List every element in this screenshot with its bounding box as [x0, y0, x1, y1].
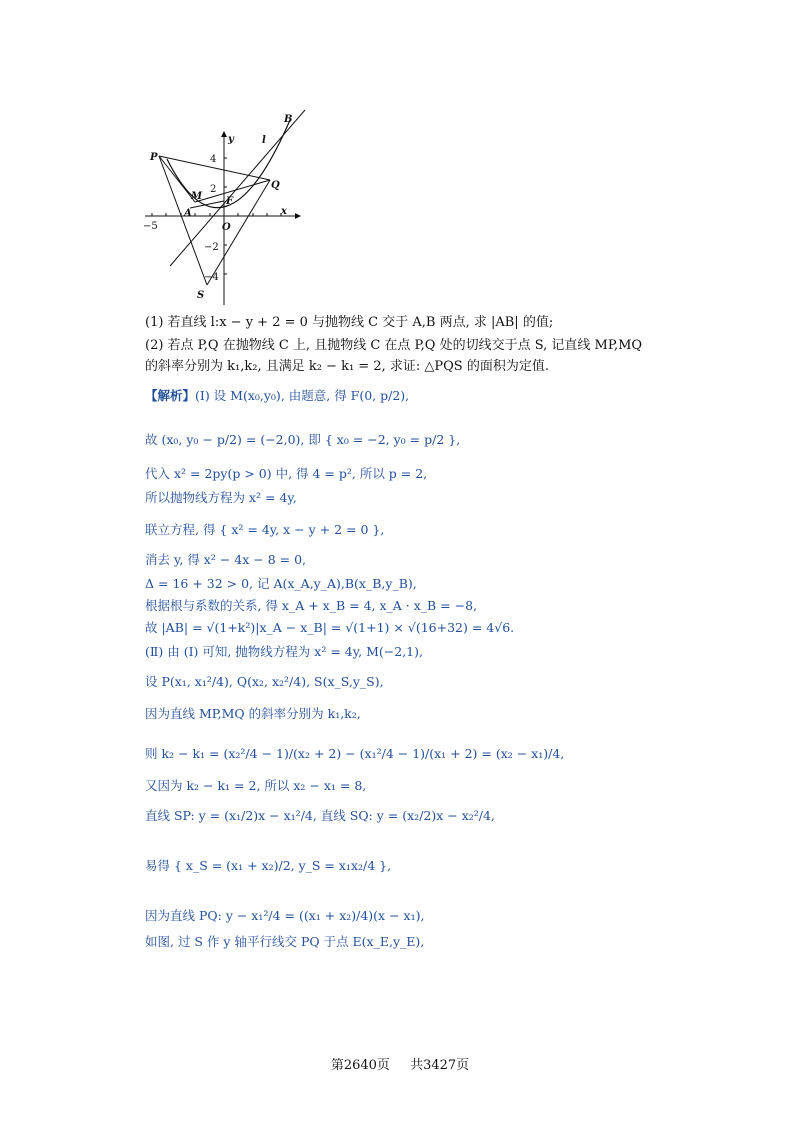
problem-part-2-line-1: (2) 若点 P,Q 在抛物线 C 上, 且抛物线 C 在点 P,Q 处的切线交于点 S, 记直线 MP,MQ	[145, 338, 643, 353]
label-x: x	[281, 206, 287, 217]
page-total: 共3427页	[410, 1058, 470, 1073]
parabola-figure	[140, 100, 315, 305]
solution-line-3: 代入 x² = 2py(p > 0) 中, 得 4 = p², 所以 p = 2,	[145, 466, 428, 481]
solution-line-5: 联立方程, 得 { x² = 4y, x − y + 2 = 0 },	[145, 522, 385, 537]
solution-line-17: 因为直线 PQ: y − x₁²/4 = ((x₁ + x₂)/4)(x − x₁),	[145, 908, 425, 923]
label-l: l	[262, 135, 266, 146]
solution-line-11: 设 P(x₁, x₁²/4), Q(x₂, x₂²/4), S(x_S,y_S),	[145, 674, 384, 689]
problem-part-2-line-2: 的斜率分别为 k₁,k₂, 且满足 k₂ − k₁ = 2, 求证: △PQS 的面积为定值.	[145, 359, 549, 374]
solution-line-13: 则 k₂ − k₁ = (x₂²/4 − 1)/(x₂ + 2) − (x₁²/4 − 1)/(x₁ + 2) = (x₂ − x₁)/4,	[145, 746, 565, 761]
label-Q: Q	[271, 180, 280, 191]
parabola-diagram	[140, 100, 315, 305]
tick-yneg4: −4	[204, 272, 219, 283]
solution-line-12: 因为直线 MP,MQ 的斜率分别为 k₁,k₂,	[145, 706, 361, 721]
solution-line-2: 故 (x₀, y₀ − p/2) = (−2,0), 即 { x₀ = −2, y₀ = p/2 },	[145, 432, 461, 447]
segment-PS	[159, 156, 207, 285]
label-P: P	[150, 152, 158, 163]
solution-line-1	[145, 386, 409, 404]
solution-line-4: 所以抛物线方程为 x² = 4y,	[145, 490, 297, 505]
tick-y2: 2	[210, 184, 217, 195]
solution-line-15: 直线 SP: y = (x₁/2)x − x₁²/4, 直线 SQ: y = (x₂/2)x − x₂²/4,	[145, 808, 495, 823]
solution-tag: 【解析】	[145, 388, 196, 403]
solution-line-7: Δ = 16 + 32 > 0, 记 A(x_A,y_A),B(x_B,y_B),	[145, 576, 417, 591]
page-footer	[0, 1054, 800, 1073]
label-S: S	[197, 290, 205, 301]
problem-part-1: (1) 若直线 l:x − y + 2 = 0 与抛物线 C 交于 A,B 两点, 求 |AB| 的值;	[145, 315, 554, 330]
solution-line-8: 根据根与系数的关系, 得 x_A + x_B = 4, x_A · x_B = −8,	[145, 598, 478, 613]
solution-line-10: (Ⅱ) 由 (Ⅰ) 可知, 抛物线方程为 x² = 4y, M(−2,1),	[145, 644, 423, 659]
solution-text: (Ⅰ) 设 M(x₀,y₀), 由题意, 得 F(0, p/2),	[195, 388, 410, 403]
label-y: y	[228, 134, 234, 145]
solution-line-18: 如图, 过 S 作 y 轴平行线交 PQ 于点 E(x_E,y_E),	[145, 934, 425, 949]
label-B: B	[284, 114, 293, 125]
solution-line-14: 又因为 k₂ − k₁ = 2, 所以 x₂ − x₁ = 8,	[145, 778, 367, 793]
tick-y4: 4	[210, 154, 217, 165]
tick-xneg5: −5	[143, 221, 158, 232]
solution-line-9: 故 |AB| = √(1+k²)|x_A − x_B| = √(1+1) × √(16+32) = 4√6.	[145, 620, 515, 635]
solution-line-6: 消去 y, 得 x² − 4x − 8 = 0,	[145, 552, 306, 567]
label-A: A	[184, 208, 192, 219]
solution-line-16: 易得 { x_S = (x₁ + x₂)/2, y_S = x₁x₂/4 },	[145, 858, 392, 873]
line-l	[170, 110, 305, 266]
label-F: F	[226, 196, 234, 207]
label-O: O	[222, 222, 231, 233]
page-number: 第2640页	[330, 1058, 390, 1073]
label-M: M	[191, 191, 203, 202]
tick-yneg2: −2	[204, 242, 219, 253]
